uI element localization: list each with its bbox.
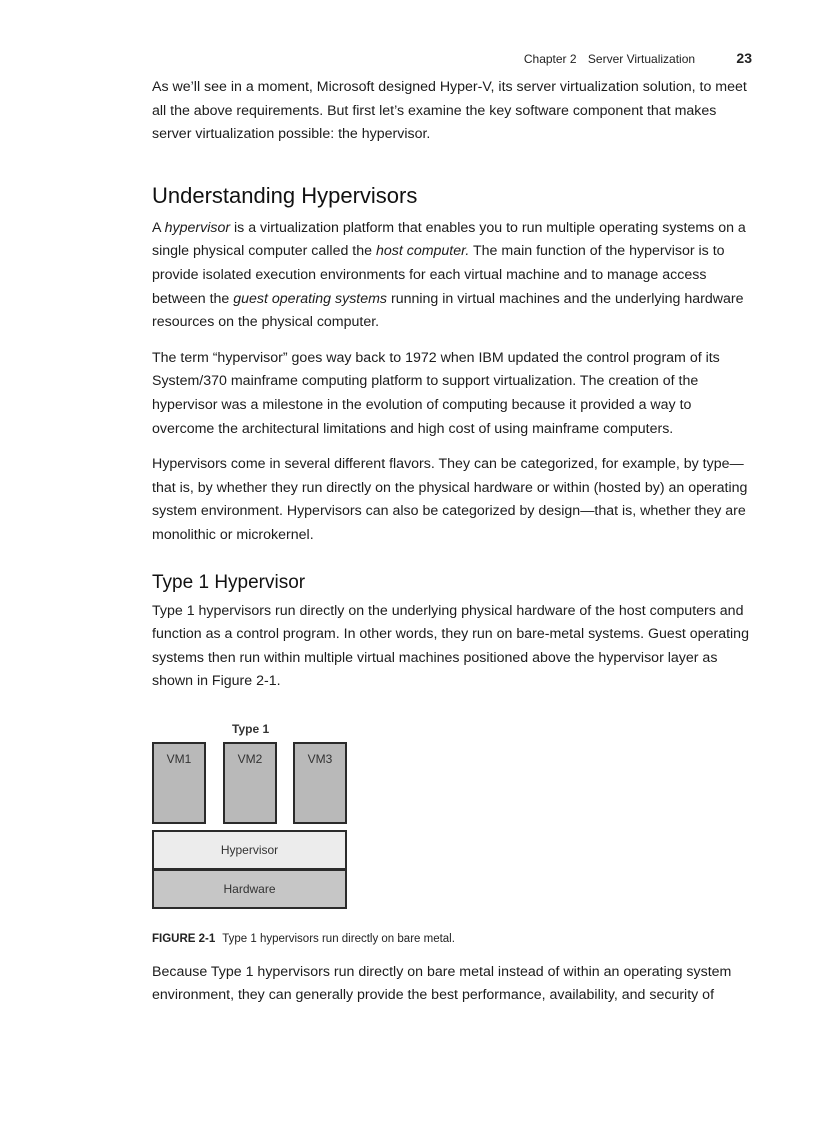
figure-2-1-diagram [152,706,752,931]
figure-caption [152,931,752,947]
figure-title: Type 1 [232,721,270,736]
vm1-box: VM1 [152,742,206,824]
term-guest-operating-systems: guest operating systems [233,290,388,307]
running-header [152,50,752,66]
chapter-label: Chapter 2 [523,52,577,66]
vm3-box: VM3 [293,742,347,824]
page-content [152,76,752,1008]
term-host-computer: host computer. [375,243,470,260]
page-number: 23 [736,50,752,66]
history-paragraph: The term “hypervisor” goes way back to 1972 when IBM updated the control program of its System/370 mainframe computing platform to support virtualization. The creation of the hypervisor was a milestone in the evolution of computing because it provided a way to overcome the architectural limitations and high cost of using mainframe computers. [152,349,720,437]
intro-paragraph: As we’ll see in a moment, Microsoft designed Hyper-V, its server virtualization solution, to meet all the above requirements. But first let’s examine the key software component that makes server virtualization possible: the hypervisor. [152,79,747,143]
vm2-box: VM2 [223,742,277,824]
section-heading-understanding-hypervisors: Understanding Hypervisors [152,182,418,208]
term-hypervisor: hypervisor [164,219,231,236]
figure-caption-label: FIGURE 2-1 [152,932,216,945]
hardware-layer: Hardware [152,869,347,909]
section-heading-type1: Type 1 Hypervisor [152,571,306,593]
flavors-paragraph: Hypervisors come in several different flavors. They can be categorized, for example, by type—that is, by whether they run directly on the physical hardware or within (hosted by) an operating system environment. Hypervisors can also be categorized by design—that is, whether they are monolithic or microkernel. [152,456,748,543]
closing-paragraph: Because Type 1 hypervisors run directly on bare metal instead of within an operating system environment, they can generally provide the best performance, availability, and security of [152,963,732,1004]
hypervisor-layer: Hypervisor [152,830,347,870]
figure-caption-text: Type 1 hypervisors run directly on bare metal. [222,932,455,945]
hypervisor-definition-paragraph: A hypervisor is a virtualization platform that enables you to run multiple operating systems on a single physical computer called the host computer. The main function of the hypervisor is to provide isolated execution environments for each virtual machine and to manage access between the guest operating systems running in virtual machines and the underlying hardware resources on the physical computer. [152,219,746,331]
section-label: Server Virtualization [587,52,696,66]
type1-paragraph: Type 1 hypervisors run directly on the underlying physical hardware of the host computers and function as a control program. In other words, they run on bare-metal systems. Guest operating systems then run within multiple virtual machines positioned above the hypervisor layer as shown in Figure 2-1. [152,602,749,690]
